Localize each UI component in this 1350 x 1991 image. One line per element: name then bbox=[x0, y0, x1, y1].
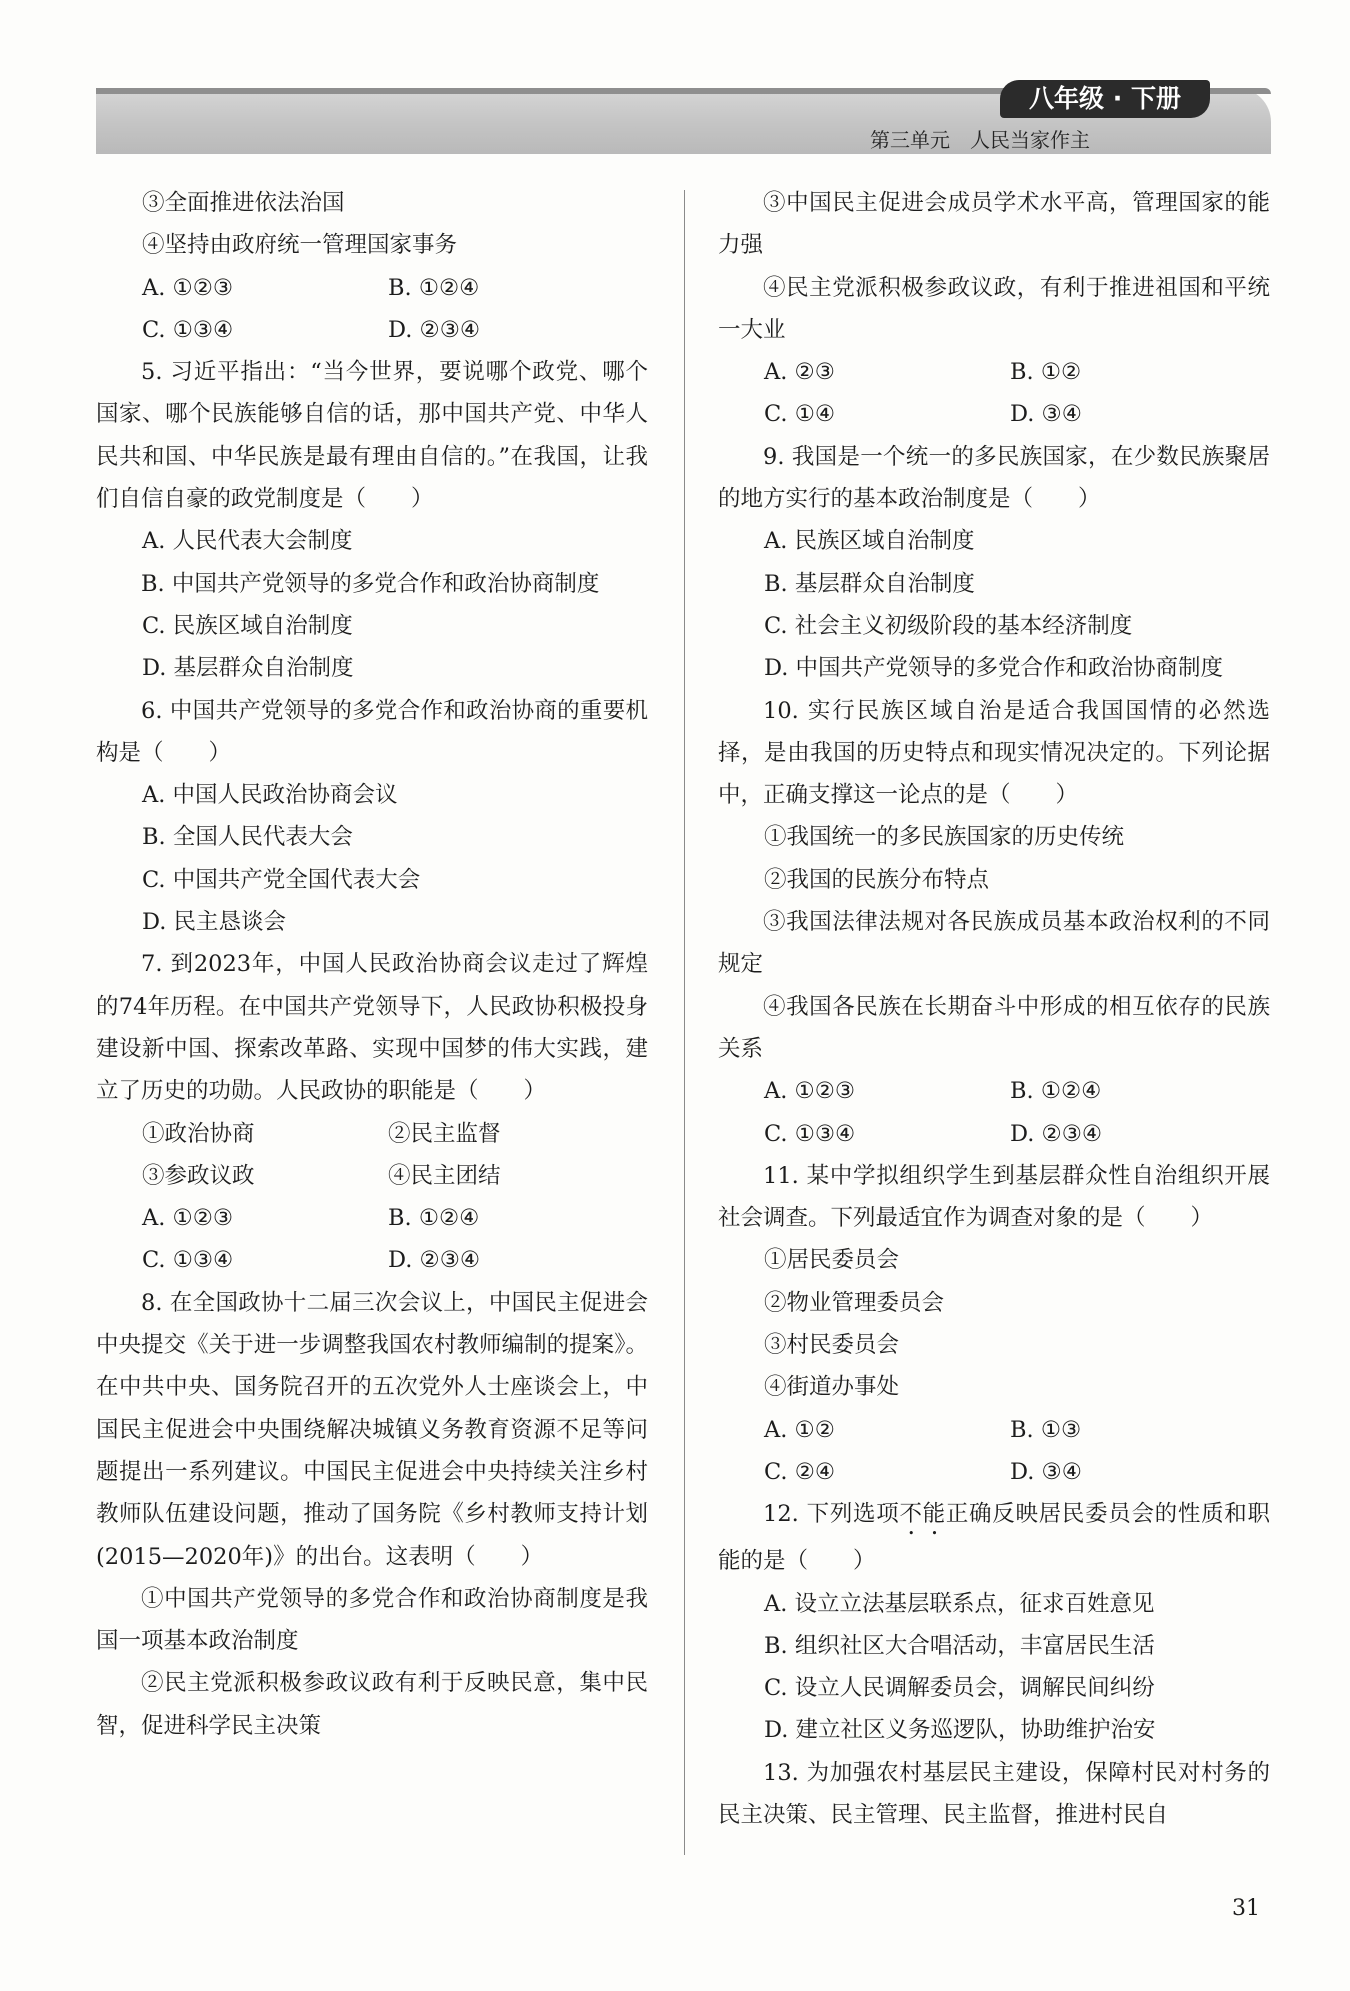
option-text: C. ①③④ bbox=[142, 316, 234, 343]
left-line bbox=[96, 1113, 648, 1155]
option-text: B. ①②④ bbox=[1010, 1078, 1102, 1105]
left-line: ②民主党派积极参政议政有利于反映民意，集中民智，促进科学民主决策 bbox=[96, 1670, 648, 1739]
left-line: 5. 习近平指出：“当今世界，要说哪个政党、哪个国家、哪个民族能够自信的话，那中国共产党、中华人民共和国、中华民族是最有理由自信的。”在我国，让我们自信自豪的政党制度是（ ） bbox=[96, 359, 648, 513]
right-line: B. 组织社区大合唱活动，丰富居民生活 bbox=[764, 1632, 1155, 1659]
option-text: ③参政议政 bbox=[142, 1162, 255, 1189]
option-text: C. ①③④ bbox=[764, 1120, 856, 1147]
option-text: D. ②③④ bbox=[388, 1247, 481, 1274]
option-text: D. ③④ bbox=[1010, 1458, 1082, 1485]
column-divider bbox=[684, 190, 685, 1855]
left-line: 8. 在全国政协十二届三次会议上，中国民主促进会中央提交《关于进一步调整我国农村教师编制的提案》。在中共中央、国务院召开的五次党外人士座谈会上，中国民主促进会中央围绕解决城镇义务教育资源不足等问题提出一系列建议。中国民主促进会中央持续关注乡村教师队伍建设问题，推动了国务院《乡村教师支持计划(2015—2020年)》的出台。这表明（ ） bbox=[96, 1289, 648, 1570]
option-text: D. ③④ bbox=[1010, 401, 1082, 428]
left-line bbox=[96, 309, 648, 351]
left-line: 7. 到2023年，中国人民政治协商会议走过了辉煌的74年历程。在中国共产党领导下，人民政协积极投身建设新中国、探索改革路、实现中国梦的伟大实践，建立了历史的功勋。人民政协的职能是（ ） bbox=[96, 951, 648, 1105]
right-line bbox=[718, 1451, 1270, 1493]
option-text: C. ②④ bbox=[764, 1458, 836, 1485]
right-column bbox=[718, 182, 1270, 1836]
right-line: B. 基层群众自治制度 bbox=[764, 570, 975, 597]
option-text: B. ①②④ bbox=[388, 1205, 480, 1232]
option-text: A. ①② bbox=[764, 1416, 835, 1443]
option-text: ②民主监督 bbox=[388, 1120, 501, 1147]
right-line: ①居民委员会 bbox=[764, 1247, 900, 1274]
right-line: ③我国法律法规对各民族成员基本政治权利的不同规定 bbox=[718, 909, 1270, 978]
option-text: A. ②③ bbox=[764, 359, 835, 386]
right-line: ④街道办事处 bbox=[764, 1374, 900, 1401]
left-line bbox=[96, 267, 648, 309]
page-number: 31 bbox=[1232, 1896, 1260, 1921]
option-text: A. ①②③ bbox=[764, 1078, 856, 1105]
option-text: A. ①②③ bbox=[142, 1205, 234, 1232]
right-line: C. 设立人民调解委员会，调解民间纠纷 bbox=[764, 1675, 1155, 1702]
right-line: ④民主党派积极参政议政，有利于推进祖国和平统一大业 bbox=[718, 274, 1270, 343]
right-line: A. 民族区域自治制度 bbox=[764, 528, 975, 555]
left-line: 6. 中国共产党领导的多党合作和政治协商的重要机构是（ ） bbox=[96, 697, 648, 766]
right-line: 9. 我国是一个统一的多民族国家，在少数民族聚居的地方实行的基本政治制度是（ ） bbox=[718, 443, 1270, 513]
option-text: ①政治协商 bbox=[142, 1120, 255, 1147]
left-line: B. 中国共产党领导的多党合作和政治协商制度 bbox=[141, 570, 600, 597]
left-column bbox=[96, 182, 648, 1747]
left-line: ①中国共产党领导的多党合作和政治协商制度是我国一项基本政治制度 bbox=[96, 1585, 648, 1655]
left-line: D. 基层群众自治制度 bbox=[142, 655, 354, 682]
right-line bbox=[718, 351, 1270, 393]
unit-title: 第三单元 人民当家作主 bbox=[870, 128, 1090, 152]
right-line: D. 中国共产党领导的多党合作和政治协商制度 bbox=[764, 655, 1224, 682]
right-line: ③村民委员会 bbox=[764, 1332, 900, 1359]
option-text: A. ①②③ bbox=[142, 274, 234, 301]
left-line: D. 民主恳谈会 bbox=[142, 909, 287, 936]
grade-label: 八年级 · 下册 bbox=[1000, 80, 1210, 118]
right-line: 10. 实行民族区域自治是适合我国国情的必然选择，是由我国的历史特点和现实情况决定的。下列论据中，正确支撑这一论点的是（ ） bbox=[718, 697, 1270, 809]
right-line bbox=[718, 1409, 1270, 1451]
right-line bbox=[718, 393, 1270, 435]
left-line: A. 中国人民政治协商会议 bbox=[142, 782, 398, 809]
right-line: D. 建立社区义务巡逻队，协助维护治安 bbox=[764, 1717, 1156, 1744]
right-line bbox=[718, 1113, 1270, 1155]
left-line bbox=[96, 1197, 648, 1239]
left-line bbox=[96, 1239, 648, 1281]
right-line: A. 设立立法基层联系点，征求百姓意见 bbox=[764, 1590, 1155, 1617]
right-line: C. 社会主义初级阶段的基本经济制度 bbox=[764, 612, 1133, 639]
option-text: C. ①④ bbox=[764, 401, 836, 428]
left-line bbox=[96, 1155, 648, 1197]
left-line: B. 全国人民代表大会 bbox=[142, 824, 353, 851]
right-line: 11. 某中学拟组织学生到基层群众性自治组织开展社会调查。下列最适宜作为调查对象的是（ ） bbox=[718, 1162, 1270, 1232]
left-line: C. 中国共产党全国代表大会 bbox=[142, 866, 421, 893]
right-line: ①我国统一的多民族国家的历史传统 bbox=[764, 824, 1125, 851]
right-line: ④我国各民族在长期奋斗中形成的相互依存的民族关系 bbox=[718, 993, 1270, 1062]
left-line: ③全面推进依法治国 bbox=[142, 190, 345, 216]
option-text: C. ①③④ bbox=[142, 1247, 234, 1274]
right-line bbox=[718, 1070, 1270, 1112]
right-line: 13. 为加强农村基层民主建设，保障村民对村务的民主决策、民主管理、民主监督，推进村民自 bbox=[718, 1759, 1270, 1828]
option-text: B. ①② bbox=[1010, 359, 1082, 386]
option-text: D. ②③④ bbox=[1010, 1120, 1103, 1147]
right-line: ②我国的民族分布特点 bbox=[764, 866, 990, 893]
left-line: A. 人民代表大会制度 bbox=[142, 528, 353, 555]
option-text: B. ①③ bbox=[1010, 1416, 1082, 1443]
left-line: ④坚持由政府统一管理国家事务 bbox=[142, 232, 458, 259]
option-text: ④民主团结 bbox=[388, 1162, 501, 1189]
emphasis-text: 不能 bbox=[899, 1501, 946, 1528]
option-text: B. ①②④ bbox=[388, 274, 480, 301]
left-line: C. 民族区域自治制度 bbox=[142, 612, 353, 639]
right-line: ②物业管理委员会 bbox=[764, 1289, 945, 1316]
option-text: D. ②③④ bbox=[388, 316, 481, 343]
right-line: 12. 下列选项不能正确反映居民委员会的性质和职能的是（ ） bbox=[718, 1501, 1270, 1575]
right-line: ③中国民主促进会成员学术水平高，管理国家的能力强 bbox=[718, 190, 1270, 259]
